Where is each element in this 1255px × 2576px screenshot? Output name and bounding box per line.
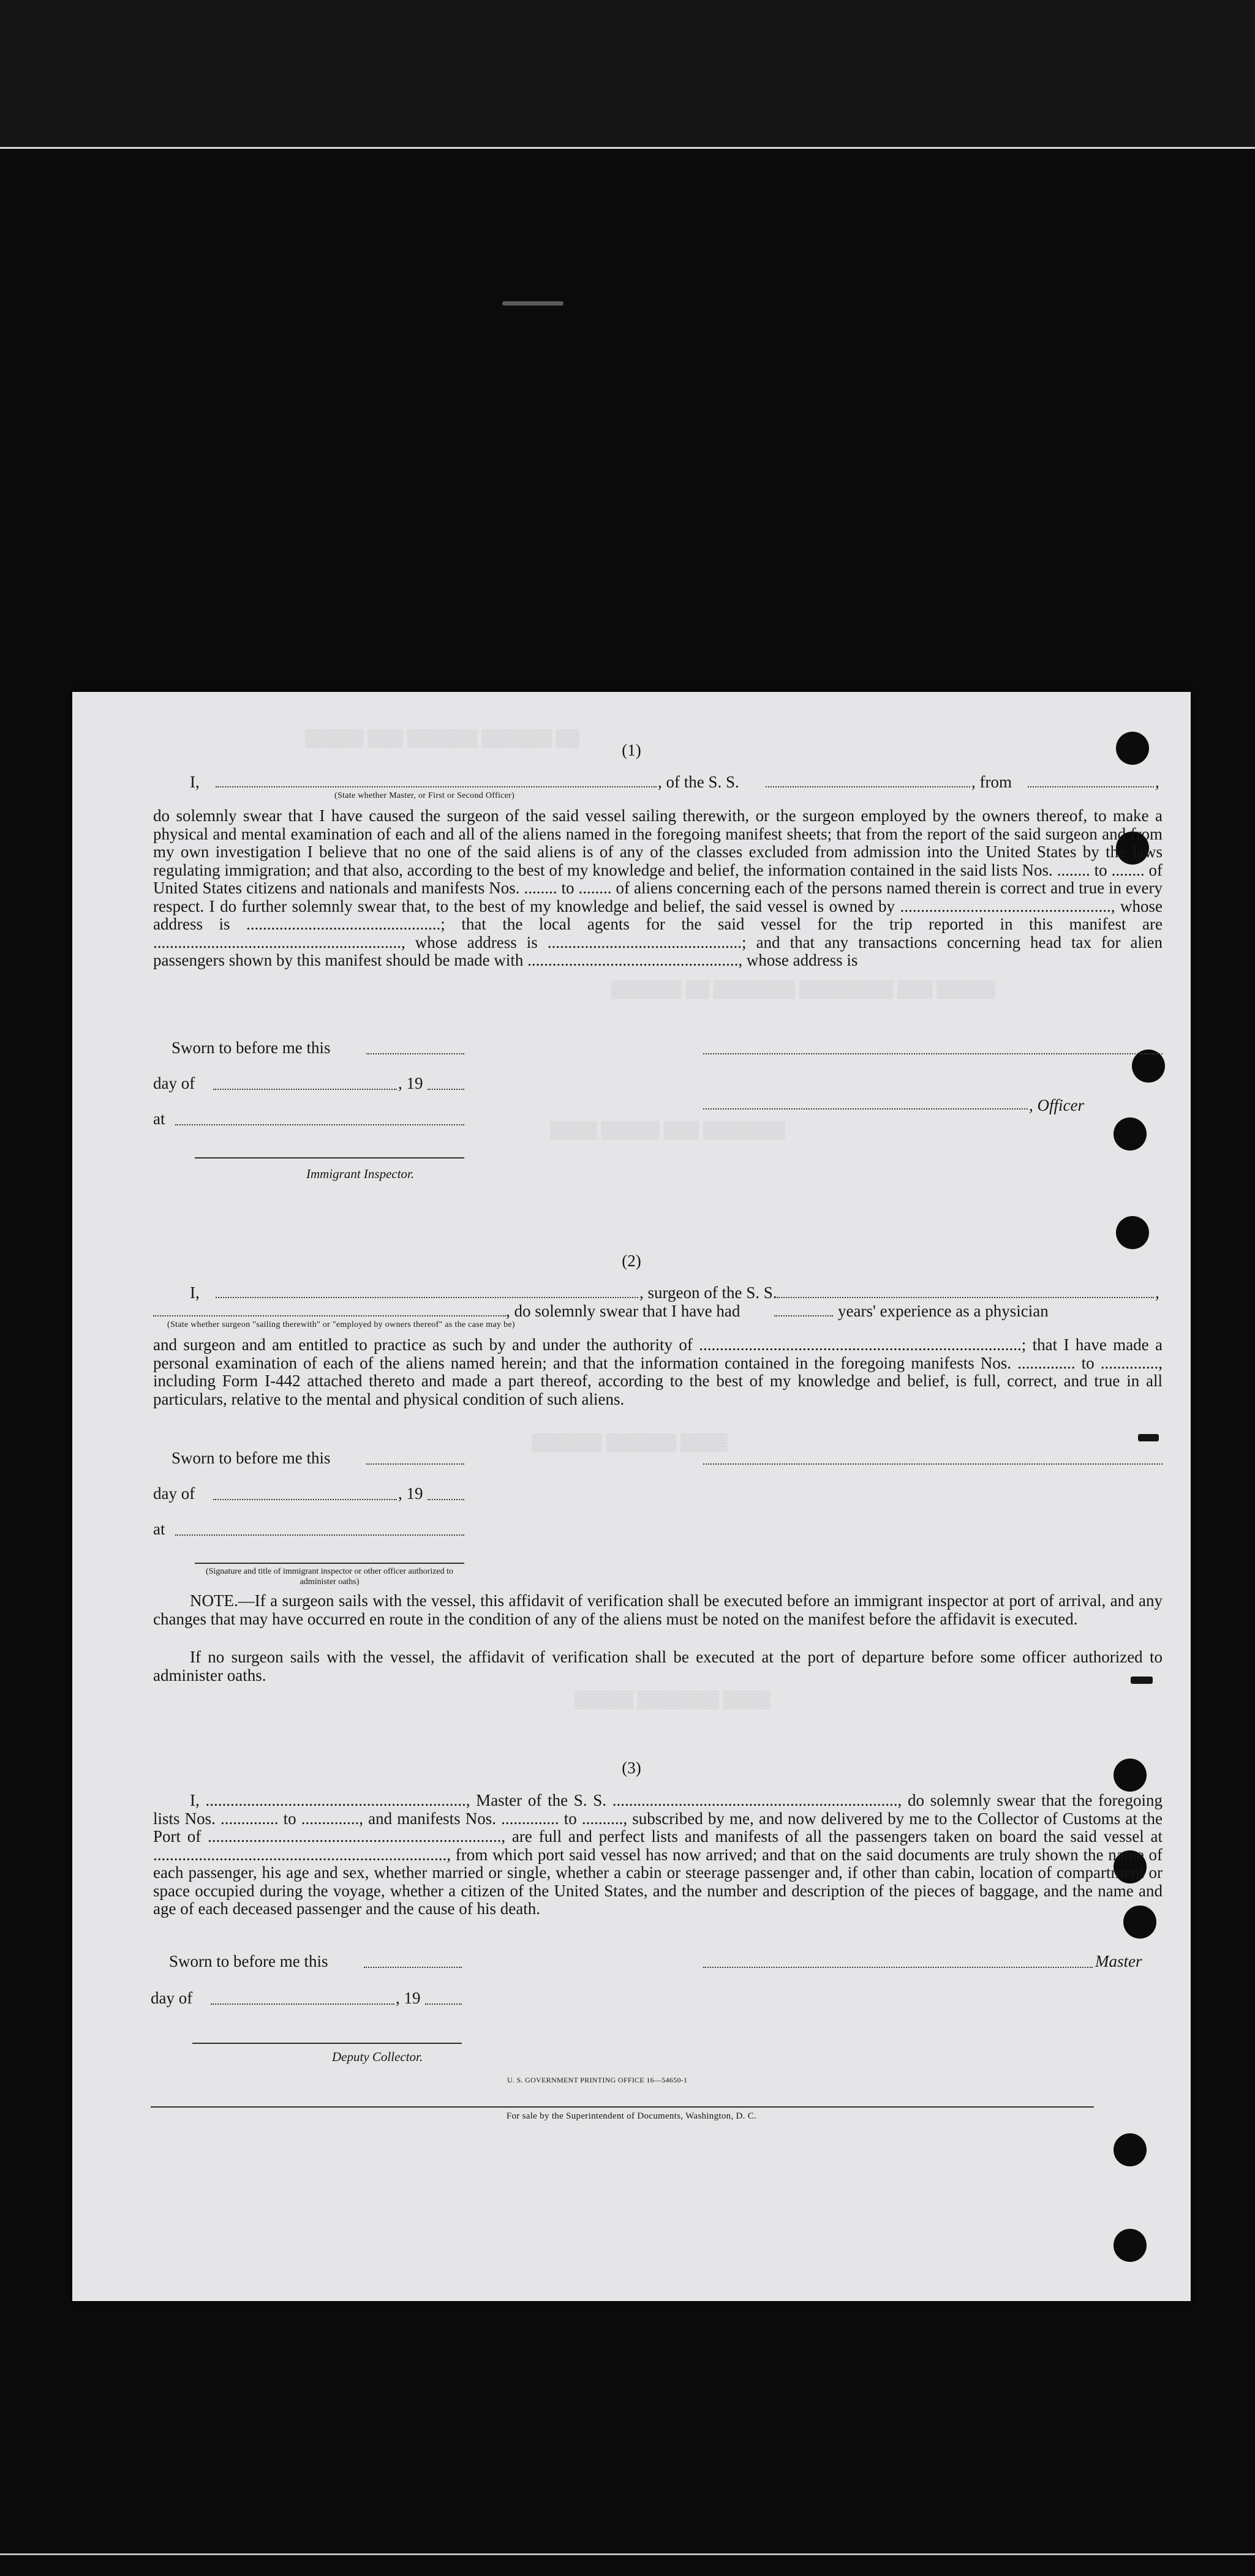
section-1-number: (1) [622, 741, 641, 759]
surgeon-status-note: (State whether surgeon "sailing therewith" or "employed by owners thereof" as the case may be) [167, 1320, 515, 1329]
note-surgeon-sails: NOTE.—If a surgeon sails with the vessel, this affidavit of verification shall be executed before an immigrant inspector at port of arrival, and any changes that may have occurred en route in the condition of any of the aliens must be noted on the manifest before the affidavit is executed. [153, 1591, 1163, 1628]
edge-mark [1138, 1434, 1159, 1441]
section-1-comma: , [1155, 773, 1159, 791]
years-experience-field[interactable] [774, 1315, 833, 1316]
day-of-label-1: day of [153, 1074, 195, 1092]
year-label-3: , 19 [396, 1989, 421, 2007]
section-2-number: (2) [622, 1252, 641, 1270]
at-label-1: at [153, 1110, 165, 1128]
section-1-lead: I, [190, 773, 200, 791]
swear-line: , do solemnly swear that I have had [506, 1302, 741, 1320]
printing-office-imprint: U. S. GOVERNMENT PRINTING OFFICE 16—54650-1 [507, 2076, 688, 2084]
inspector-label: Immigrant Inspector. [306, 1166, 415, 1181]
bleed-through-text: ▒▒▒▒▒▒ ▒▒ ▒▒▒▒▒▒▒ ▒▒▒▒▒▒▒▒ ▒▒▒ ▒▒▒▒▒ [611, 980, 995, 998]
surgeon-status-field[interactable] [153, 1315, 506, 1316]
punch-hole [1114, 2133, 1147, 2166]
month-field-3[interactable] [211, 2003, 394, 2005]
film-edge-line-top [0, 147, 1255, 149]
deputy-collector-label: Deputy Collector. [332, 2049, 423, 2064]
sworn-day-field-2[interactable] [366, 1463, 464, 1465]
section-2-comma: , [1155, 1283, 1159, 1302]
sworn-label-2: Sworn to before me this [171, 1449, 331, 1467]
month-field-1[interactable] [213, 1089, 397, 1090]
punch-hole [1116, 1216, 1149, 1249]
surgeon-of-label: , surgeon of the S. S. [639, 1283, 777, 1302]
officer-signature-field[interactable] [703, 1108, 1028, 1110]
day-of-label-2: day of [153, 1484, 195, 1503]
section-3-number: (3) [622, 1759, 641, 1777]
at-label-2: at [153, 1520, 165, 1538]
year-field-3[interactable] [425, 2003, 462, 2005]
vessel-name-field[interactable] [766, 786, 970, 787]
section-1-oath-text: do solemnly swear that I have caused the surgeon of the said vessel sailing therewith, or the surgeon employed by the owners thereof, to make a physical and mental examination of each and all of the aliens named in the foregoing manifest sheets; that from the report of the said surgeon and from my own investigation I believe that no one of the said aliens is of any of the classes excluded from admission into the United States by the laws regulating immigration; and that also, according to the best of my knowledge and belief, the information contained in the said lists Nos. ........ to ........ of United States citizens and nationals and manifests Nos. ........ to ........ of aliens concerning each of the persons named therein is correct and true in every respect. I do further solemnly swear that, to the best of my knowledge and belief, the said vessel is owned by ..................................................., whose address is ...............................................; that the local agents for the said vessel for the trip reported in this manifest are ............................................................, whose address is ...............................................; and that any transactions concerning head tax for alien passengers shown by this manifest should be made with ..................................................., whose address is [153, 806, 1163, 969]
sworn-label-1: Sworn to before me this [171, 1038, 331, 1057]
film-edge-line-bottom [0, 2553, 1255, 2555]
punch-hole [1114, 2229, 1147, 2262]
surgeon-name-field[interactable] [216, 1297, 638, 1298]
place-field-2[interactable] [175, 1534, 464, 1536]
year-label-1: , 19 [398, 1074, 423, 1092]
section-2-oath-text: and surgeon and am entitled to practice as such by and under the authority of ..............................................................................; that I have made a personal examination of each of the aliens named herein; and that the information contained in the foregoing manifests Nos. .............. to .............., including Form I-442 attached thereto and made a part thereof, according to the best of my knowledge and belief, is full, correct, and true in all particulars, relative to the mental and physical condition of such aliens. [153, 1335, 1163, 1408]
officer-name-field[interactable] [216, 786, 657, 787]
sworn-day-field-1[interactable] [366, 1053, 464, 1054]
years-label: years' experience as a physician [838, 1302, 1049, 1320]
section-2-lead: I, [190, 1283, 200, 1302]
vessel-name-field-2[interactable] [777, 1297, 1154, 1298]
officer-label: , Officer [1029, 1096, 1084, 1114]
bleed-through-text: ▒▒▒▒▒ ▒▒▒▒▒▒▒ ▒▒▒▒ [575, 1690, 771, 1708]
officer-rank-note: (State whether Master, or First or Second Officer) [334, 791, 515, 800]
deputy-collector-signature-line[interactable] [192, 2043, 462, 2044]
manifest-affidavit-page [72, 692, 1191, 2301]
sworn-label-3: Sworn to before me this [169, 1952, 328, 1970]
month-field-2[interactable] [213, 1499, 397, 1500]
from-label: , from [971, 773, 1012, 791]
master-label: Master [1095, 1952, 1142, 1970]
year-label-2: , 19 [398, 1484, 423, 1503]
for-sale-notice: For sale by the Superintendent of Documents, Washington, D. C. [506, 2111, 757, 2121]
year-field-1[interactable] [428, 1089, 464, 1090]
punch-hole [1114, 1117, 1147, 1151]
section-3-oath-text: I, ..............................................................., Master of the S. S. ....................................................................., do solemnly swear that the foregoing lists Nos. .............. to .............., and manifests Nos. .............. to .........., subscribed by me, and now delivered by me to the Collector of Customs at the Port of ......................................................................., are full and perfect lists and manifests of all the passengers taken on board the said vessel at ......................................................................., from which port said vessel has now arrived; and that on the said documents are truly shown the name of each passenger, his age and sex, whether married or single, whether a cabin or steerage passenger and, if other than cabin, location of compartment or space occupied during the voyage, whether a citizen of the United States, and the number and description of the pieces of baggage, and the name and age of each deceased passenger and the cause of his death. [153, 1791, 1163, 1918]
signature-title-note: (Signature and title of immigrant inspector or other officer authorized to administer oaths) [205, 1567, 454, 1587]
day-of-label-3: day of [151, 1989, 193, 2007]
sworn-day-field-3[interactable] [364, 1967, 462, 1968]
inspector-signature-line[interactable] [195, 1157, 464, 1158]
place-field-1[interactable] [175, 1124, 464, 1125]
master-signature-field-3[interactable] [703, 1967, 1093, 1968]
of-ss-label: , of the S. S. [658, 773, 739, 791]
footer-rule [151, 2106, 1094, 2108]
film-speck [502, 301, 563, 306]
authorized-officer-signature-line[interactable] [195, 1563, 464, 1564]
surgeon-signature-field[interactable] [703, 1463, 1163, 1465]
bleed-through-text: ▒▒▒▒▒▒ ▒▒▒▒▒▒ ▒▒▒▒ [532, 1433, 728, 1451]
dark-film-band [0, 0, 1255, 147]
from-port-field[interactable] [1028, 786, 1154, 787]
bleed-through-text: ▒▒▒▒▒ ▒▒▒ ▒▒▒▒▒▒ ▒▒▒▒▒▒ ▒▒ [305, 729, 579, 747]
master-signature-field-1[interactable] [703, 1053, 1163, 1054]
year-field-2[interactable] [428, 1499, 464, 1500]
bleed-through-text: ▒▒▒▒ ▒▒▒▒▒ ▒▒▒ ▒▒▒▒▒▒▒ [550, 1121, 785, 1139]
note-no-surgeon: If no surgeon sails with the vessel, the affidavit of verification shall be executed at the port of departure before some officer authorized to administer oaths. [153, 1648, 1163, 1684]
punch-hole [1132, 1050, 1165, 1083]
